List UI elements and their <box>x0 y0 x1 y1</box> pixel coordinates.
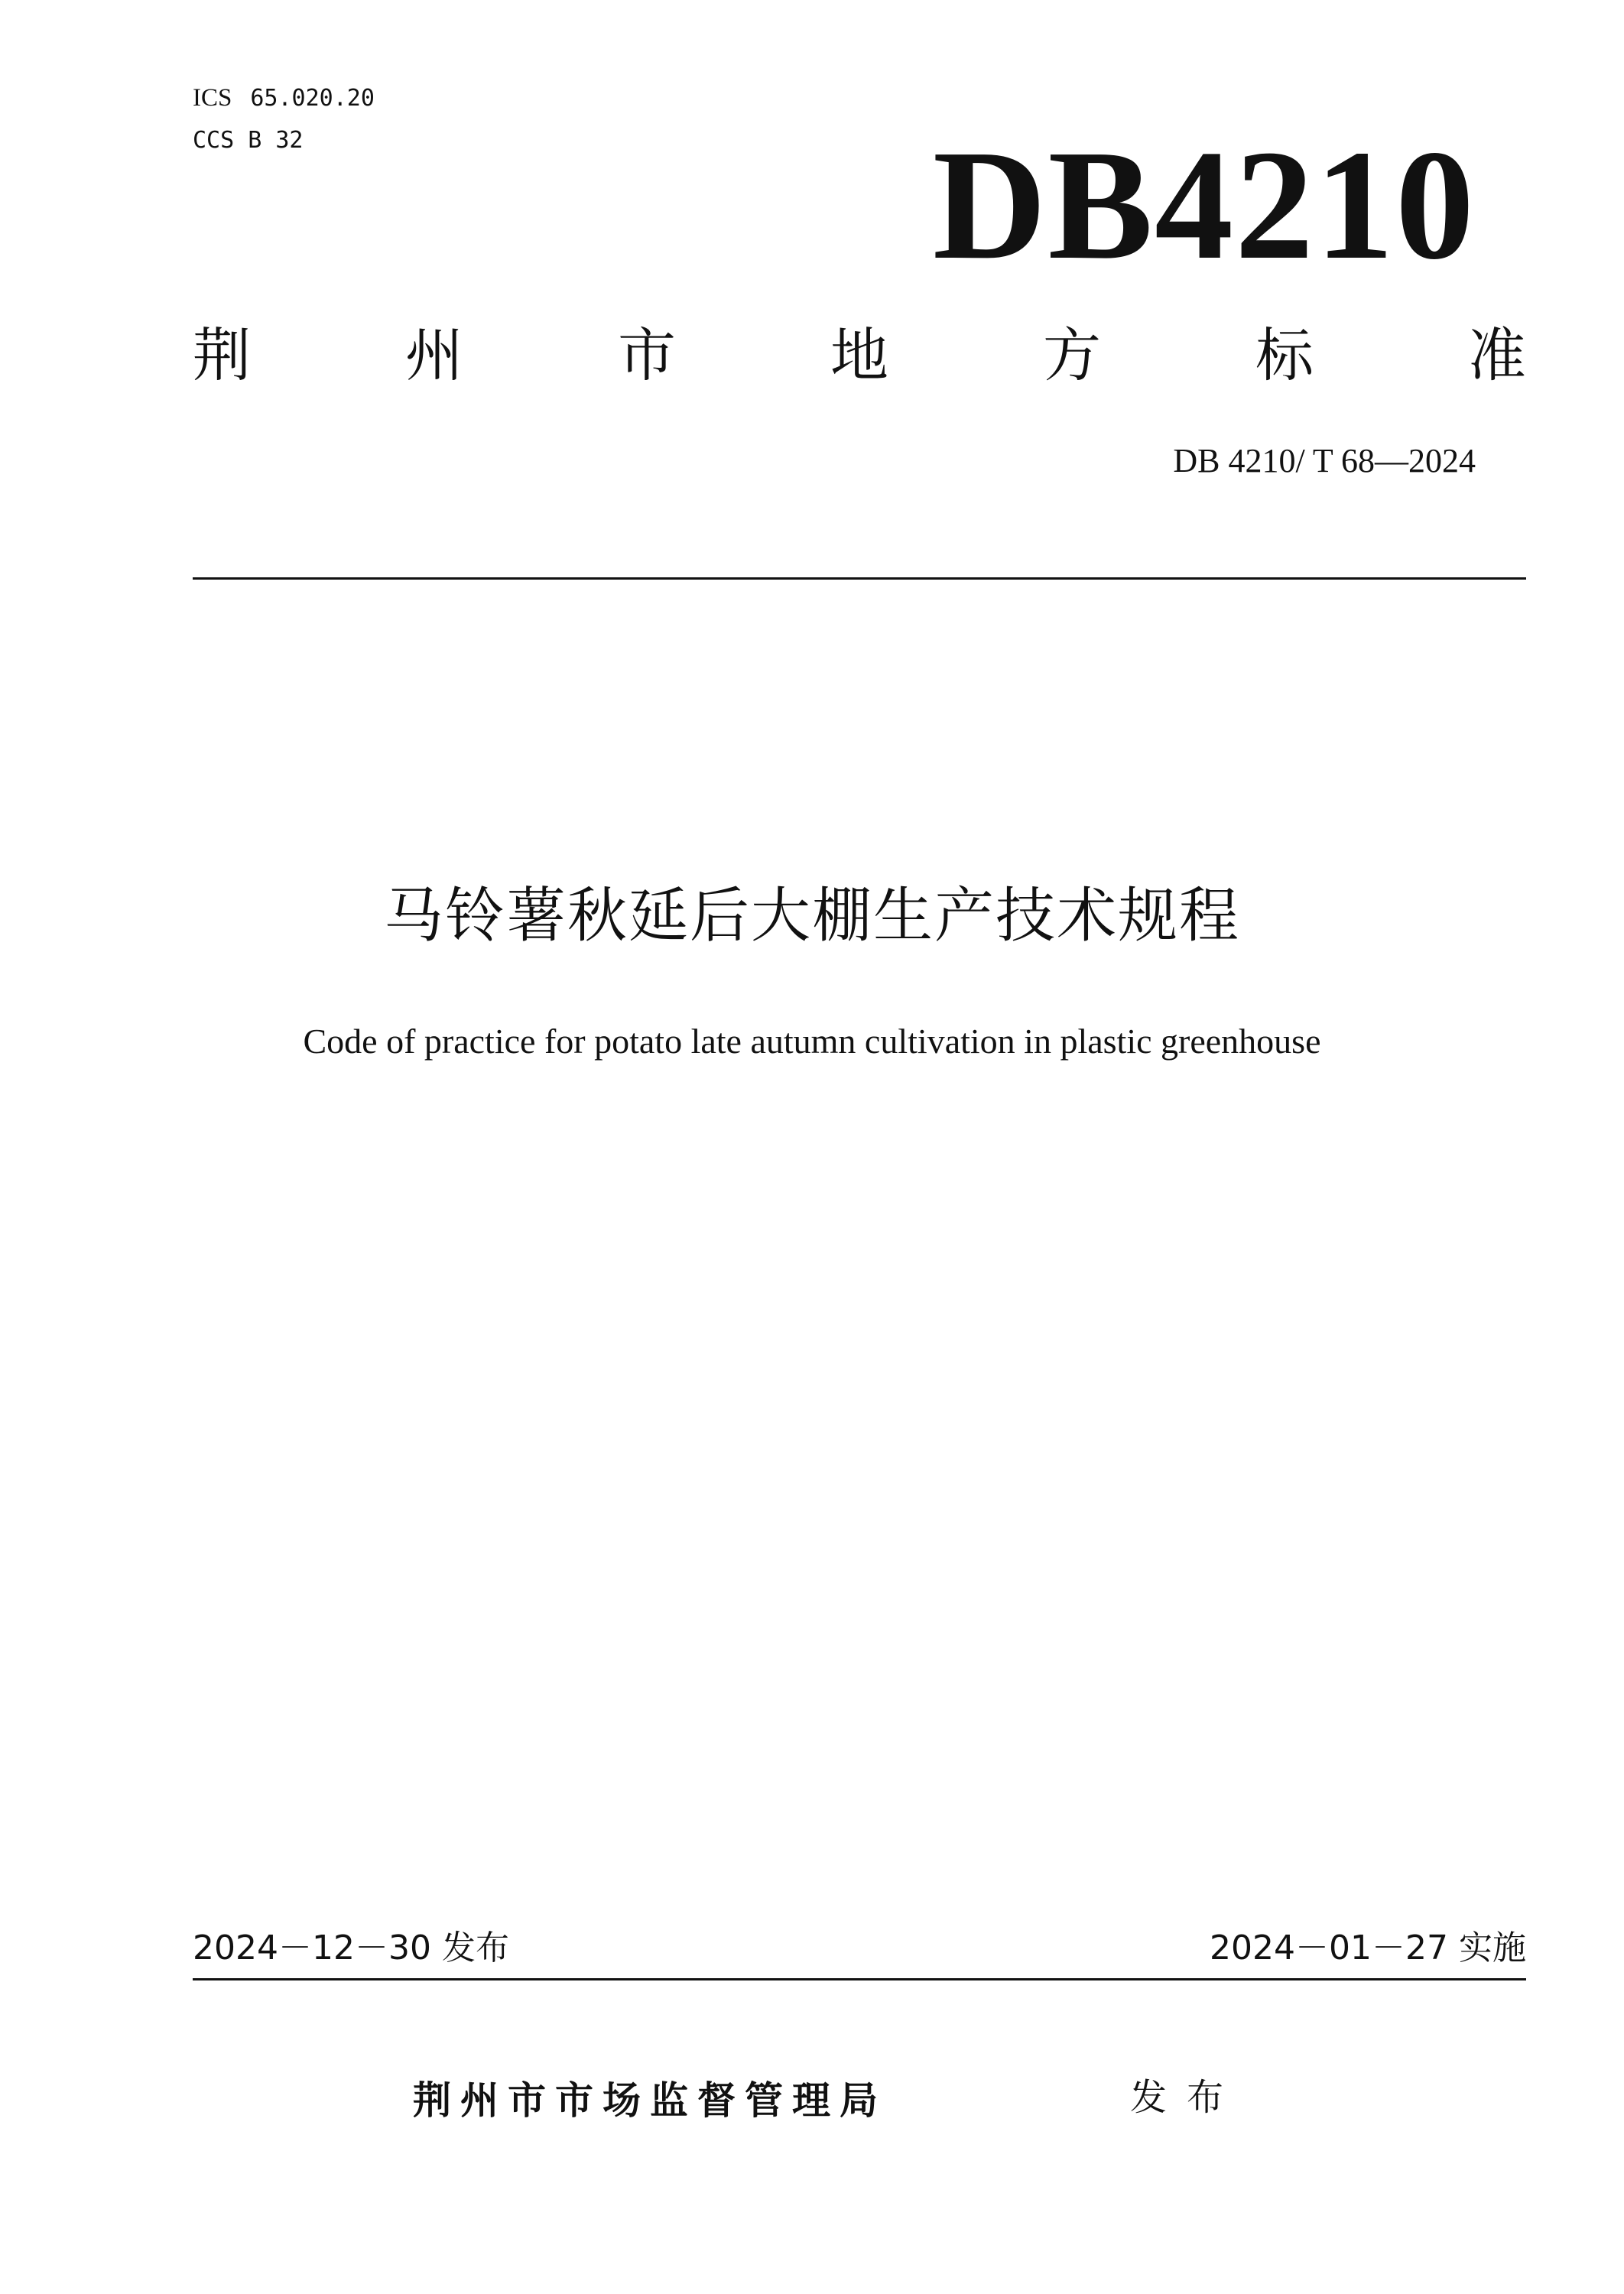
standard-category-char: 州 <box>405 321 463 389</box>
standard-category-char: 地 <box>830 321 888 389</box>
publish-label: 发布 <box>1130 2076 1244 2119</box>
implementation-date: 2024－01－27 实施 <box>1210 1928 1526 1967</box>
ccs-classification: CCS B 32 <box>193 127 304 154</box>
standard-category-char: 准 <box>1468 321 1526 389</box>
ics-classification <box>193 83 375 114</box>
standard-category-char: 市 <box>618 321 676 389</box>
standard-number: DB 4210/ T 68—2024 <box>1173 442 1476 479</box>
standard-code-logo: DB4210 <box>932 117 1476 292</box>
standard-category-title <box>193 317 1526 394</box>
ics-label: ICS <box>193 84 232 112</box>
document-title-chinese: 马铃薯秋延后大棚生产技术规程 <box>383 882 1240 950</box>
standard-category-char: 方 <box>1043 321 1101 389</box>
footer-divider <box>193 1978 1526 1980</box>
issue-date: 2024－12－30 发布 <box>193 1928 509 1967</box>
ics-value: 65.020.20 <box>250 85 375 112</box>
publisher-name: 荆州市市场监督管理局 <box>413 2078 887 2123</box>
standard-category-char: 荆 <box>193 321 251 389</box>
standard-category-char: 标 <box>1255 321 1314 389</box>
header-divider <box>193 577 1526 580</box>
document-title-english: Code of practice for potato late autumn cultivation in plastic greenhouse <box>303 1022 1321 1061</box>
